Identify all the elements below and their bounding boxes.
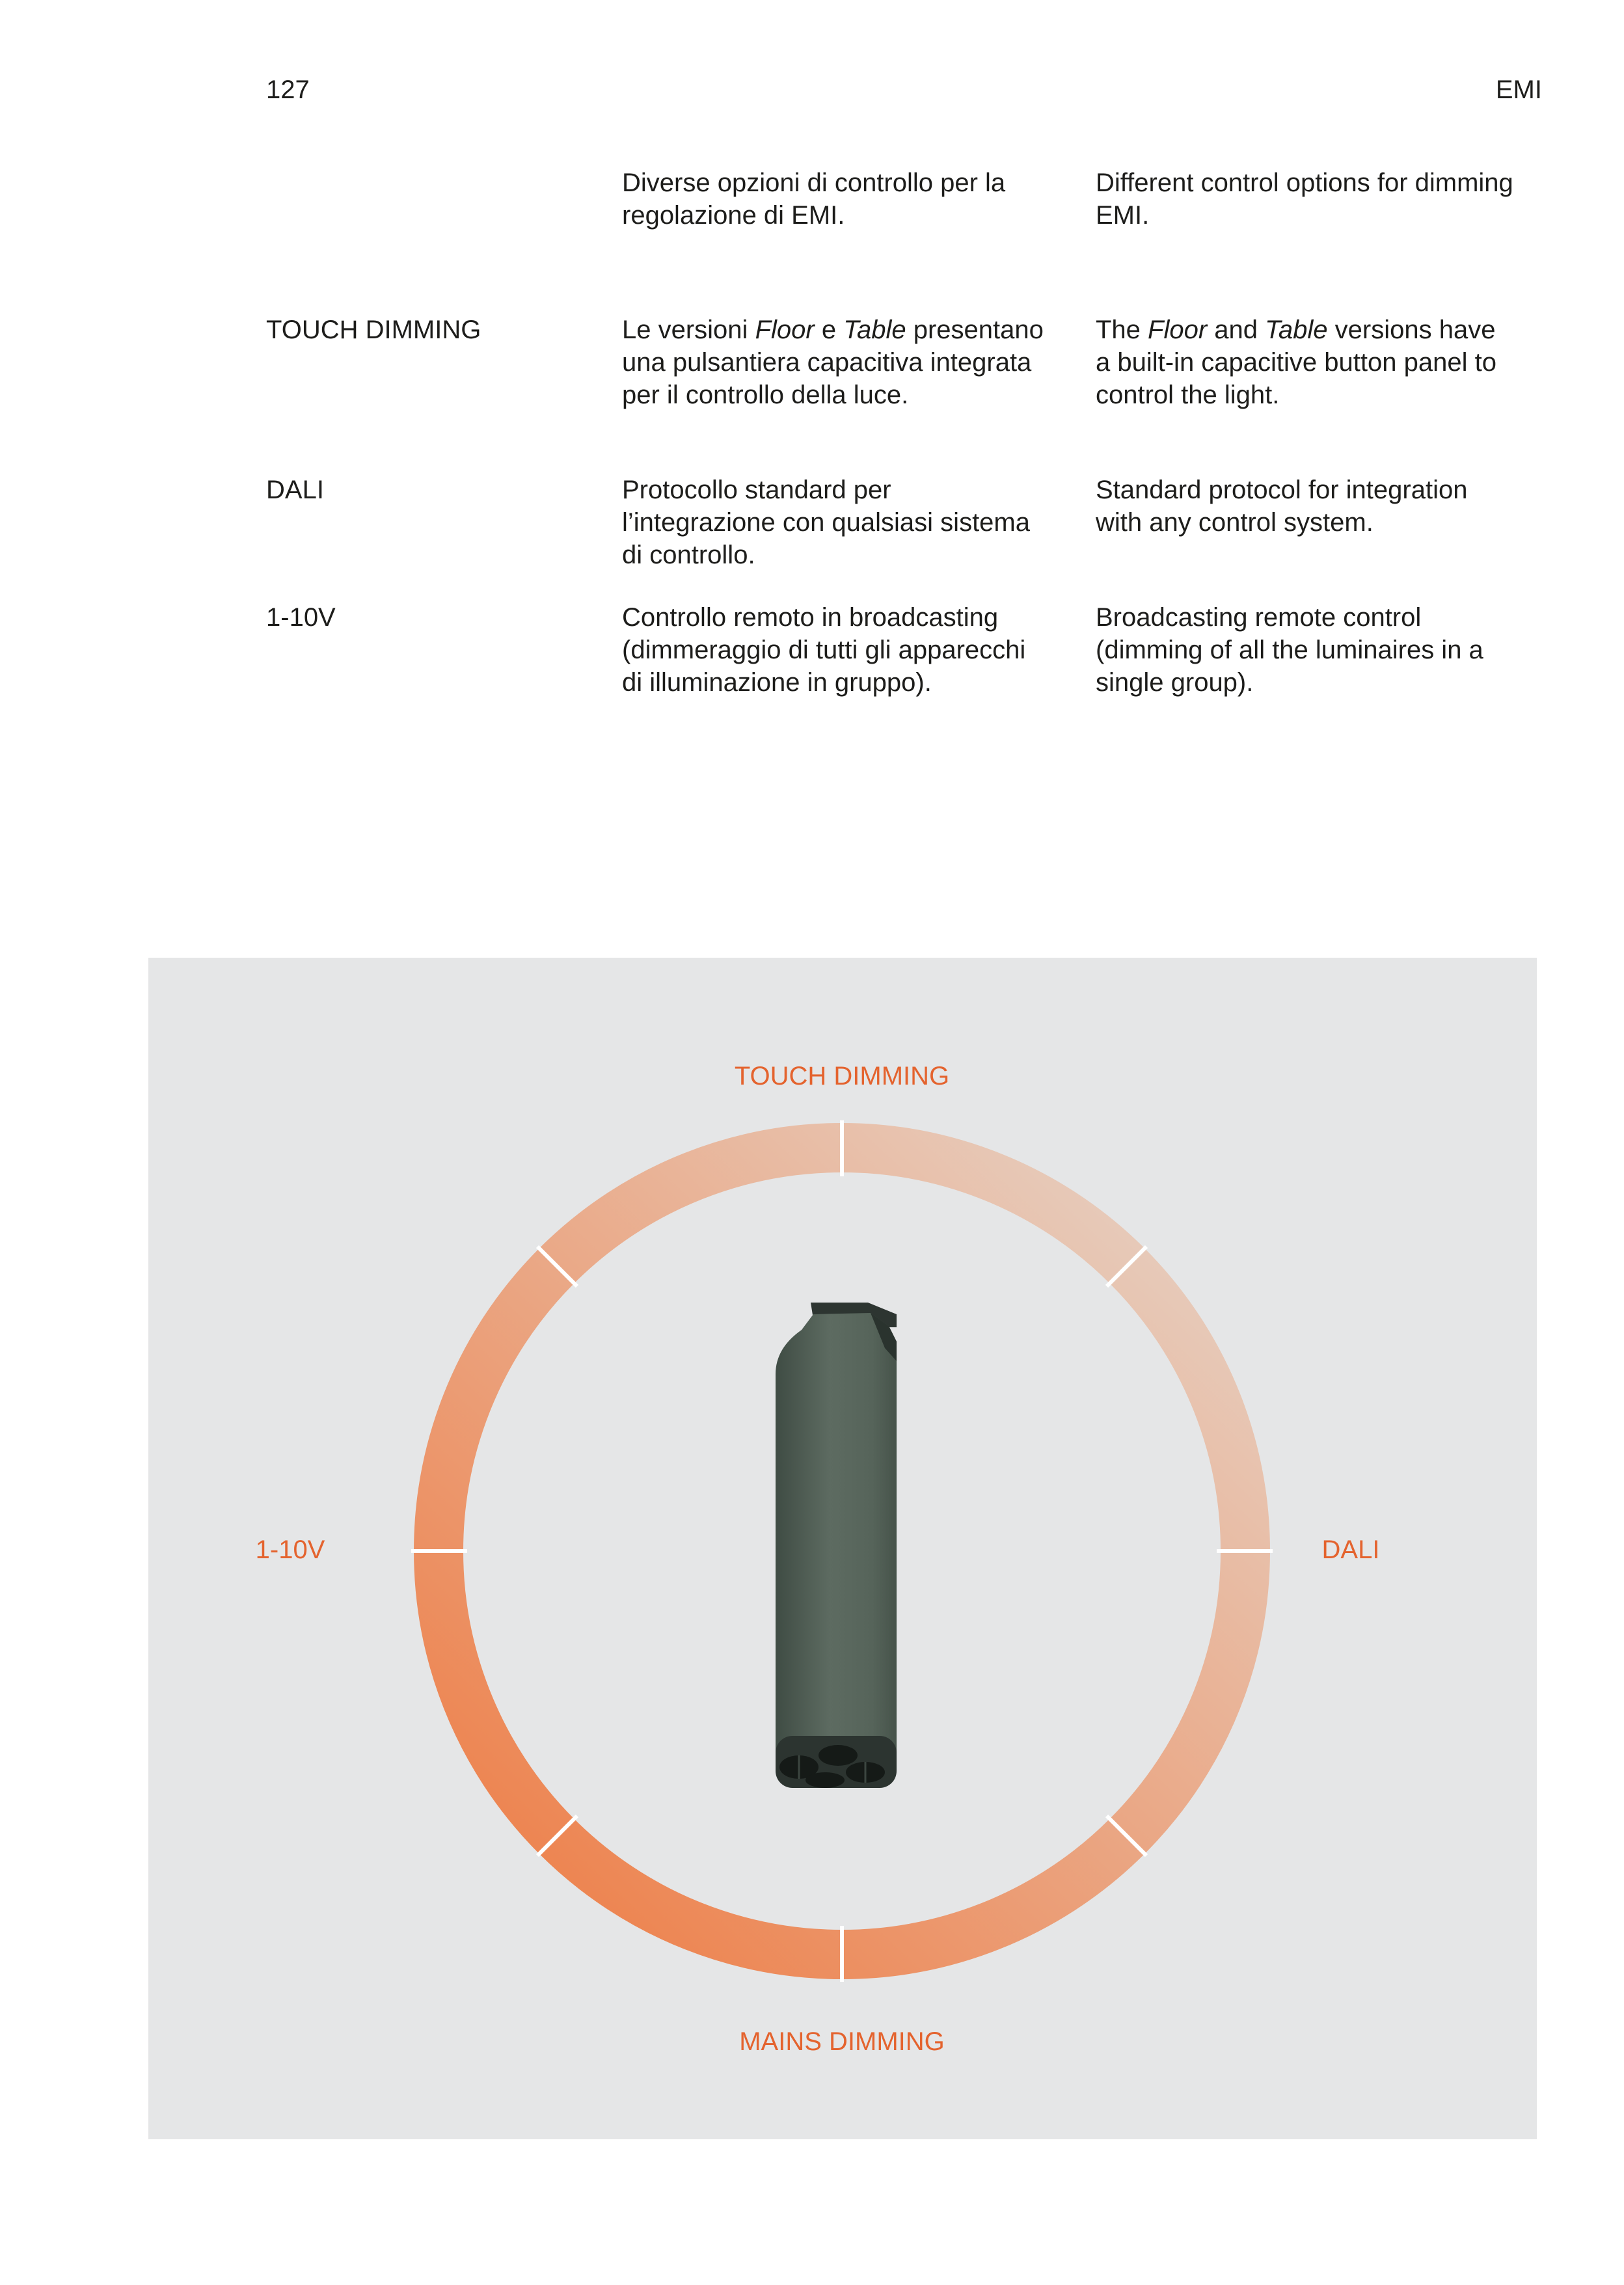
dali-text-en: Standard protocol for integration with any control system.	[1096, 476, 1468, 537]
diagram-label-1-10v: 1-10V	[255, 1535, 325, 1564]
row-label-dali: DALI	[266, 476, 324, 504]
intro-text-it: Diverse opzioni di controllo per la regolazione di EMI.	[622, 169, 1006, 230]
document-title: EMI	[1495, 75, 1542, 104]
intro-text-en: Different control options for dimming EMI.	[1096, 169, 1513, 230]
emi-product-image	[776, 1303, 897, 1788]
diagram-label-dali: DALI	[1321, 1535, 1380, 1564]
control-options-diagram-panel	[148, 958, 1537, 2139]
diagram-label-touch-dimming: TOUCH DIMMING	[734, 1062, 950, 1090]
touch-dimming-text-en: The Floor and Table versions have a built-in capacitive button panel to control the light.	[1096, 316, 1496, 409]
diagram-label-mains-dimming: MAINS DIMMING	[739, 2027, 945, 2056]
1-10v-text-en: Broadcasting remote control (dimming of all the luminaires in a single group).	[1096, 603, 1483, 697]
dali-text-it: Protocollo standard per l’integrazione con qualsiasi sistema di controllo.	[622, 476, 1030, 569]
touch-dimming-text-it: Le versioni Floor e Table presentano una pulsantiera capacitiva integrata per il controllo della luce.	[622, 316, 1044, 409]
row-label-1-10v: 1-10V	[266, 603, 336, 632]
row-label-touch-dimming: TOUCH DIMMING	[266, 316, 481, 344]
1-10v-text-it: Controllo remoto in broadcasting (dimmeraggio di tutti gli apparecchi di illuminazione in gruppo).	[622, 603, 1026, 697]
page-number: 127	[266, 75, 310, 104]
